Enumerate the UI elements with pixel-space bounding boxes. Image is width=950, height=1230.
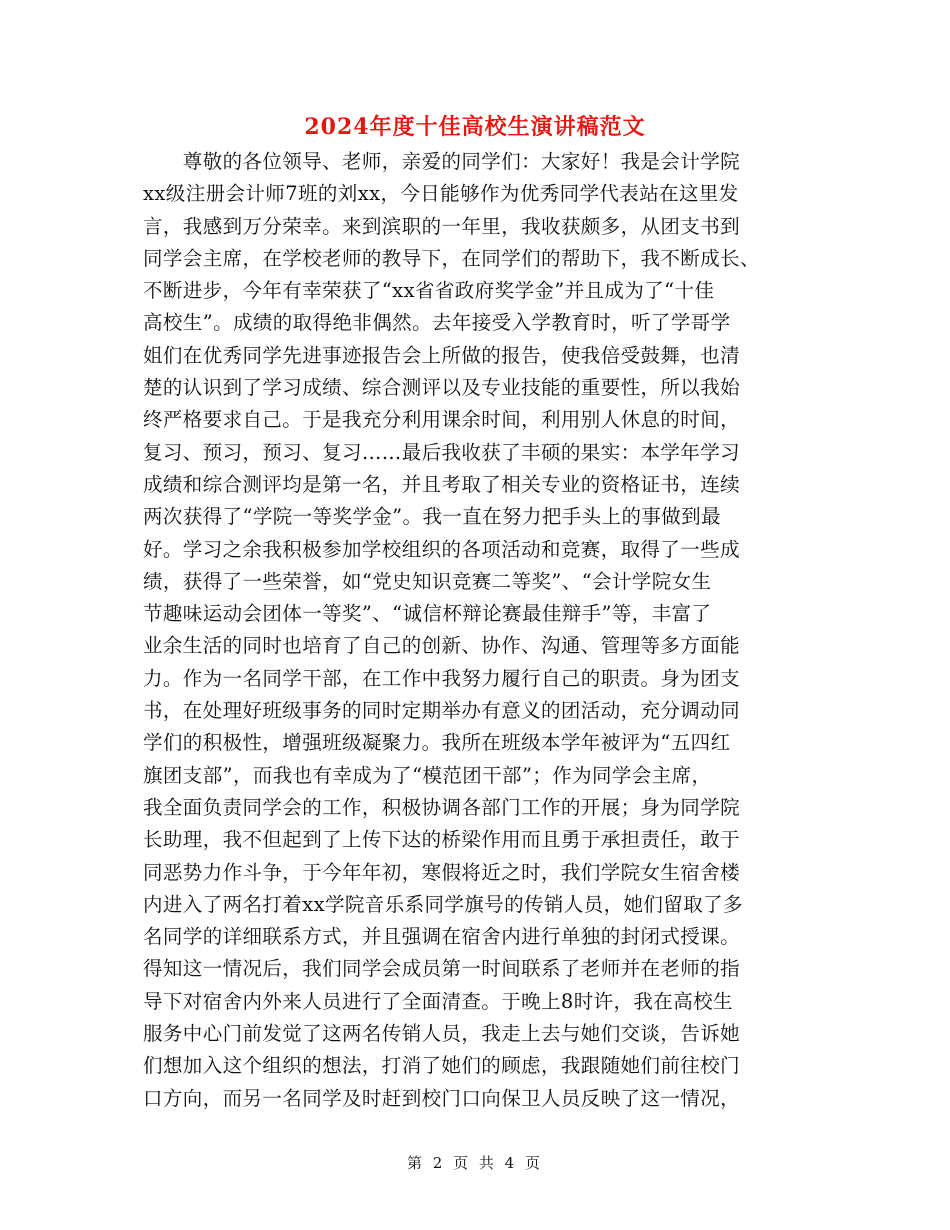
body-line: 学们的积极性，增强班级凝聚力。我所在班级本学年被评为“五四红: [143, 731, 731, 755]
body-line: 我全面负责同学会的工作，积极协调各部门工作的开展；身为同学院: [143, 795, 741, 819]
body-line: 内进入了两名打着xx学院音乐系同学旗号的传销人员，她们留取了多: [143, 892, 743, 916]
body-line: 力。作为一名同学干部，在工作中我努力履行自己的职责。身为团支: [143, 666, 741, 690]
body-line: 言，我感到万分荣幸。来到滨职的一年里，我收获颇多，从团支书到: [143, 214, 741, 238]
body-line: 高校生”。成绩的取得绝非偶然。去年接受入学教育时，听了学哥学: [143, 311, 731, 335]
body-line: 旗团支部”，而我也有幸成为了“模范团干部”；作为同学会主席，: [143, 763, 712, 787]
body-line: 书，在处理好班级事务的同时定期举办有意义的团活动，充分调动同: [143, 699, 741, 723]
body-line: 业余生活的同时也培育了自己的创新、协作、沟通、管理等多方面能: [143, 634, 741, 658]
document-body: [143, 146, 808, 1115]
body-line: 成绩和综合测评均是第一名，并且考取了相关专业的资格证书，连续: [143, 472, 741, 496]
document-title: 2024年度十佳高校生演讲稿范文: [304, 114, 646, 140]
body-line: 姐们在优秀同学先进事迹报告会上所做的报告，使我倍受鼓舞，也清: [143, 343, 741, 367]
body-line: 长助理，我不但起到了上传下达的桥梁作用而且勇于承担责任，敢于: [143, 828, 741, 852]
body-line: 名同学的详细联系方式，并且强调在宿舍内进行单独的封闭式授课。: [143, 925, 741, 949]
body-line: 同学会主席，在学校老师的教导下，在同学们的帮助下，我不断成长、: [143, 246, 760, 270]
body-line: 尊敬的各位领导、老师，亲爱的同学们：大家好！我是会计学院: [143, 150, 741, 173]
body-line: 导下对宿舍内外来人员进行了全面清查。于晚上8时许，我在高校生: [143, 989, 733, 1013]
page-footer: 第 2 页 共 4 页: [407, 1154, 543, 1172]
body-line: 好。学习之余我积极参加学校组织的各项活动和竞赛，取得了一些成: [143, 537, 741, 561]
body-line: 楚的认识到了学习成绩、综合测评以及专业技能的重要性，所以我始: [143, 376, 741, 400]
body-line: 节趣味运动会团体一等奖”、“诚信杯辩论赛最佳辩手”等，丰富了: [143, 602, 712, 626]
body-line: 两次获得了“学院一等奖学金”。我一直在努力把手头上的事做到最: [143, 505, 721, 529]
body-line: 口方向，而另一名同学及时赶到校门口向保卫人员反映了这一情况，: [143, 1086, 741, 1110]
body-line: 终严格要求自己。于是我充分利用课余时间，利用别人休息的时间，: [143, 408, 741, 432]
body-line: 绩，获得了一些荣誉，如“党史知识竞赛二等奖”、“会计学院女生: [143, 569, 712, 593]
body-line: 同恶势力作斗争，于今年年初，寒假将近之时，我们学院女生宿舍楼: [143, 860, 741, 884]
body-line: 复习、预习，预习、复习……最后我收获了丰硕的果实：本学年学习: [143, 440, 741, 464]
body-line: 不断进步，今年有幸荣获了“xx省省政府奖学金”并且成为了“十佳: [143, 279, 715, 303]
body-line: 服务中心门前发觉了这两名传销人员，我走上去与她们交谈，告诉她: [143, 1022, 741, 1046]
body-line: 得知这一情况后，我们同学会成员第一时间联系了老师并在老师的指: [143, 957, 741, 981]
body-line: xx级注册会计师7班的刘xx，今日能够作为优秀同学代表站在这里发: [143, 182, 739, 206]
body-line: 们想加入这个组织的想法，打消了她们的顾虑，我跟随她们前往校门: [143, 1054, 741, 1078]
